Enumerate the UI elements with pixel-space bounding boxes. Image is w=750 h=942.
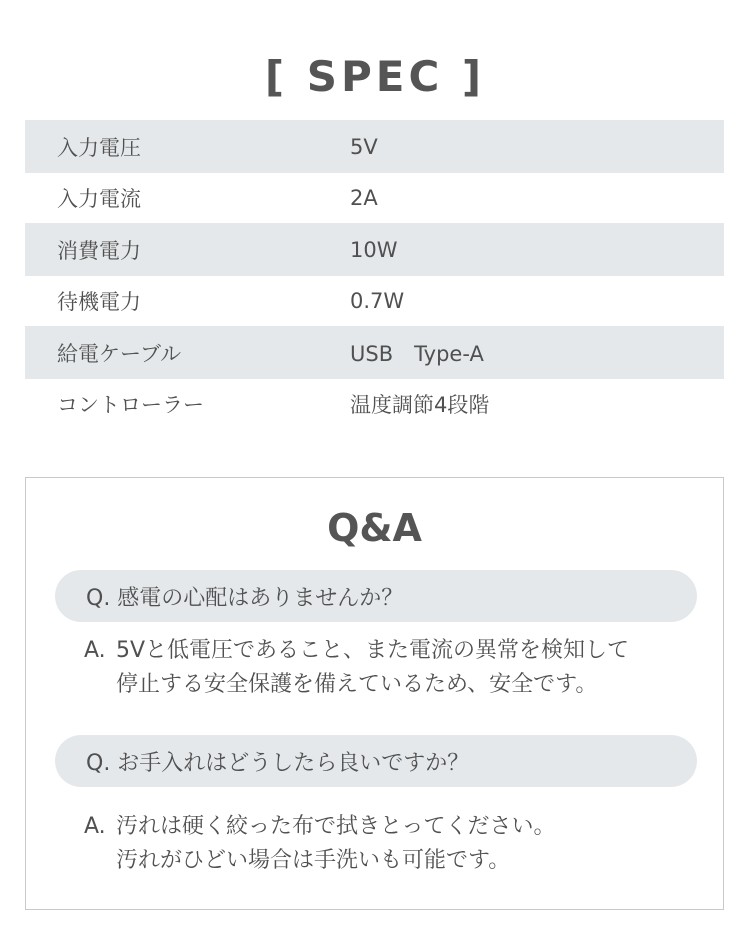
spec-title: [ SPEC ] <box>264 52 486 101</box>
spec-row <box>25 326 724 379</box>
spec-label: 入力電流 <box>57 187 141 211</box>
answer-line: 汚れがひどい場合は手洗いも可能です。 <box>116 848 511 873</box>
spec-row <box>25 120 724 173</box>
spec-row <box>25 173 724 223</box>
qa-section <box>25 477 724 910</box>
answer-prefix: A. <box>84 814 106 839</box>
spec-value: 5V <box>350 134 378 159</box>
answer-line: 汚れは硬く絞った布で拭きとってください。 <box>116 814 556 839</box>
qa-title: Q&A <box>327 506 422 550</box>
spec-table <box>25 120 724 429</box>
question-pill: Q. 感電の心配はありませんか？ <box>55 570 697 622</box>
spec-value: 10W <box>350 237 398 262</box>
spec-value: 温度調節4段階 <box>350 393 490 417</box>
answer-text <box>84 634 704 702</box>
spec-label: 消費電力 <box>57 238 141 263</box>
spec-label: 給電ケーブル <box>57 341 182 366</box>
answer-line: 5Vと低電圧であること、また電流の異常を検知して <box>116 638 630 663</box>
spec-row <box>25 276 724 326</box>
spec-label: 待機電力 <box>57 290 141 314</box>
spec-label: コントローラー <box>57 393 204 417</box>
answer-text <box>84 810 704 878</box>
spec-value: USB Type-A <box>350 341 484 366</box>
spec-row <box>25 223 724 276</box>
spec-value: 2A <box>350 186 378 210</box>
question-pill: Q. お手入れはどうしたら良いですか？ <box>55 735 697 787</box>
spec-label: 入力電圧 <box>57 135 141 160</box>
answer-line: 停止する安全保護を備えているため、安全です。 <box>116 672 598 697</box>
spec-value: 0.7W <box>350 289 405 313</box>
answer-prefix: A. <box>84 638 106 663</box>
spec-row <box>25 379 724 429</box>
